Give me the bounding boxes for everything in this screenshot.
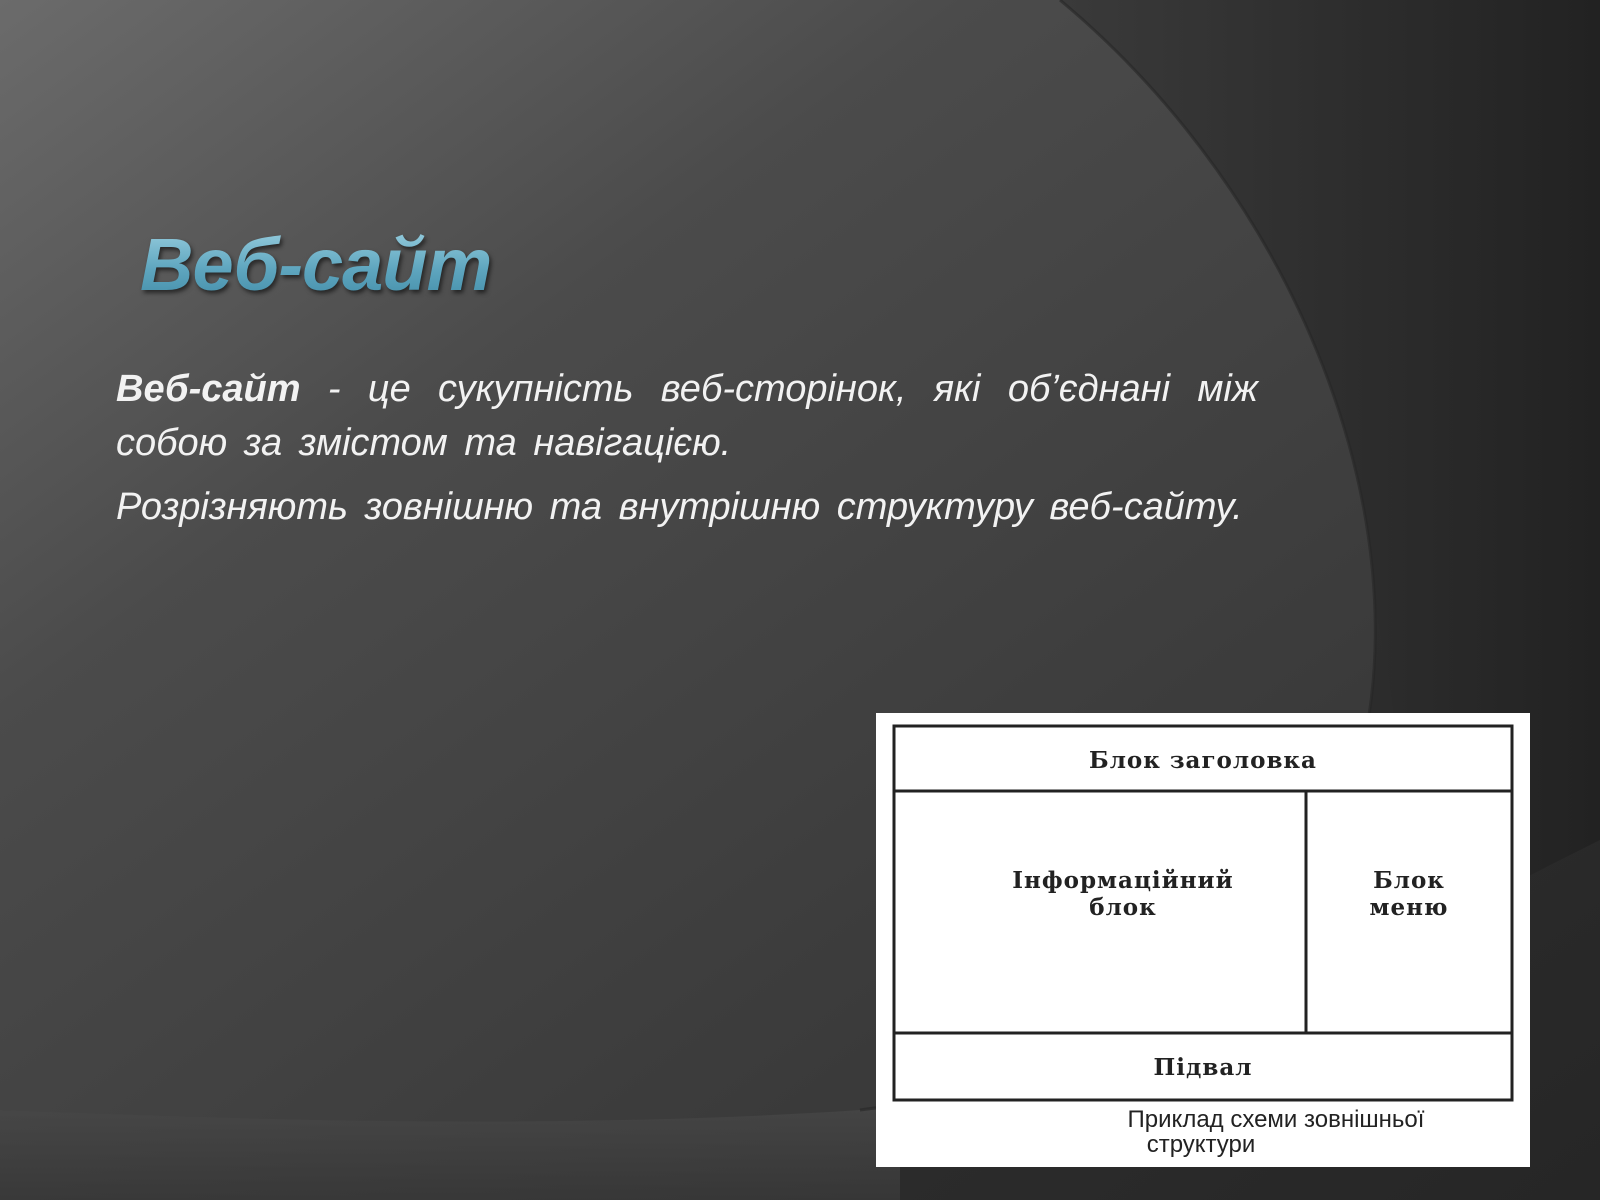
diagram-caption-line1: Приклад схеми зовнішньої bbox=[1127, 1106, 1425, 1133]
menu-block-label-line2: меню bbox=[1369, 894, 1449, 921]
header-block-label: Блок заголовка bbox=[1089, 747, 1317, 774]
menu-block-label-line1: Блок bbox=[1373, 867, 1445, 894]
slide-title: Веб-сайт bbox=[140, 223, 492, 306]
definition-term: Веб-сайт bbox=[116, 368, 301, 410]
website-structure-diagram bbox=[876, 713, 1530, 1167]
info-block-label-line1: Інформаційний bbox=[1012, 867, 1234, 894]
definition-paragraph bbox=[116, 362, 1258, 470]
structure-diagram-svg bbox=[876, 713, 1530, 1167]
definition-text: - це сукупність веб-сторінок, які об’єднані між собою за змістом та навігацією. bbox=[116, 368, 1258, 464]
diagram-caption-line2: структури bbox=[1146, 1131, 1256, 1158]
info-block-label-line2: блок bbox=[1089, 894, 1157, 921]
structure-paragraph: Розрізняють зовнішню та внутрішню структуру веб-сайту. bbox=[116, 486, 1243, 528]
slide-body bbox=[116, 362, 1258, 544]
footer-block-label: Підвал bbox=[1153, 1054, 1253, 1081]
